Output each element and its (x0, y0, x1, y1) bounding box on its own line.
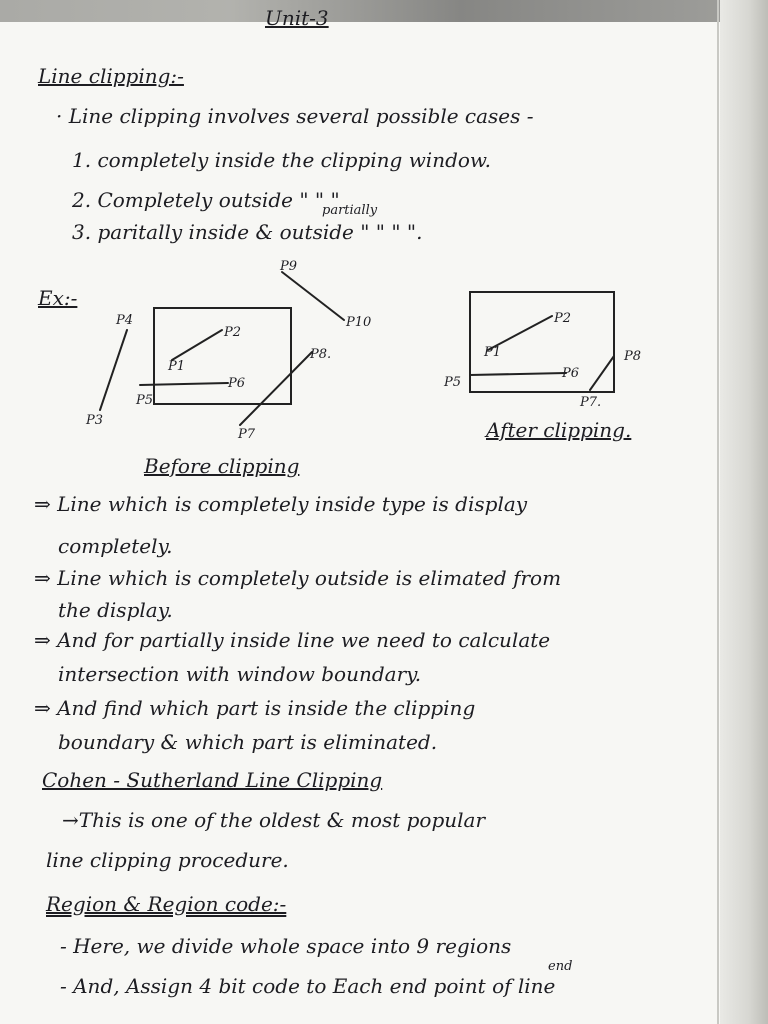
after-point-label-p7: P7. (580, 395, 602, 410)
note-line-3: ⇒ Line which is completely outside is elimated from (34, 566, 562, 590)
partially-note: partially (322, 203, 378, 218)
cohen-description-1: →This is one of the oldest & most popular (62, 808, 486, 832)
point-label-p7: P7 (238, 427, 256, 442)
note-line-2: completely. (58, 534, 173, 558)
after-point-label-p2: P2 (554, 311, 572, 326)
cohen-description-2: line clipping procedure. (46, 848, 289, 872)
point-label-p8: P8. (310, 347, 332, 362)
point-label-p3: P3 (86, 413, 104, 428)
after-point-label-p8: P8 (624, 349, 642, 364)
after-clip-window (470, 292, 614, 392)
region-item-1: - Here, we divide whole space into 9 regions (60, 934, 512, 958)
after-line-p8-p7 (590, 356, 614, 390)
line-p8-p7 (240, 352, 312, 425)
line-clipping-heading: Line clipping:- (38, 64, 184, 88)
line-p4-p3 (100, 330, 127, 410)
point-label-p2: P2 (224, 325, 242, 340)
case-item-2: 2. Completely outside " " " (72, 188, 340, 212)
case-item-1: 1. completely inside the clipping window. (72, 148, 492, 172)
case-item-3: 3. paritally inside & outside " " " ". (72, 220, 423, 244)
cohen-sutherland-heading: Cohen - Sutherland Line Clipping (42, 768, 383, 792)
region-item-2: - And, Assign 4 bit code to Each end point of line (60, 974, 556, 998)
point-label-p4: P4 (116, 313, 134, 328)
note-line-8: boundary & which part is eliminated. (58, 730, 438, 754)
after-point-label-p6: P6 (562, 366, 580, 381)
line-clipping-intro: · Line clipping involves several possible cases - (56, 104, 534, 128)
point-label-p6: P6 (228, 376, 246, 391)
after-point-label-p1: P1 (484, 345, 502, 360)
after-line-p5-p6 (470, 373, 566, 375)
after-clipping-diagram (470, 292, 614, 392)
after-point-label-p5: P5 (444, 375, 462, 390)
before-clipping-caption: Before clipping (144, 454, 300, 478)
before-clip-window (154, 308, 291, 404)
after-clipping-caption: After clipping. (486, 418, 632, 442)
note-line-5: ⇒ And for partially inside line we need to calculate (34, 628, 551, 652)
region-code-heading: Region & Region code:- (46, 892, 287, 916)
point-label-p9: P9 (280, 259, 298, 274)
point-label-p1: P1 (168, 359, 186, 374)
note-line-1: ⇒ Line which is completely inside type is display (34, 492, 528, 516)
end-point-note: end (548, 959, 573, 974)
example-label: Ex:- (38, 286, 78, 310)
point-label-p5: P5 (136, 393, 154, 408)
point-label-p10: P10 (346, 315, 372, 330)
note-line-6: intersection with window boundary. (58, 662, 422, 686)
line-p1-p2 (172, 330, 222, 360)
note-line-7: ⇒ And find which part is inside the clipping (34, 696, 476, 720)
unit-title: Unit-3 (265, 6, 329, 30)
note-line-4: the display. (58, 598, 173, 622)
